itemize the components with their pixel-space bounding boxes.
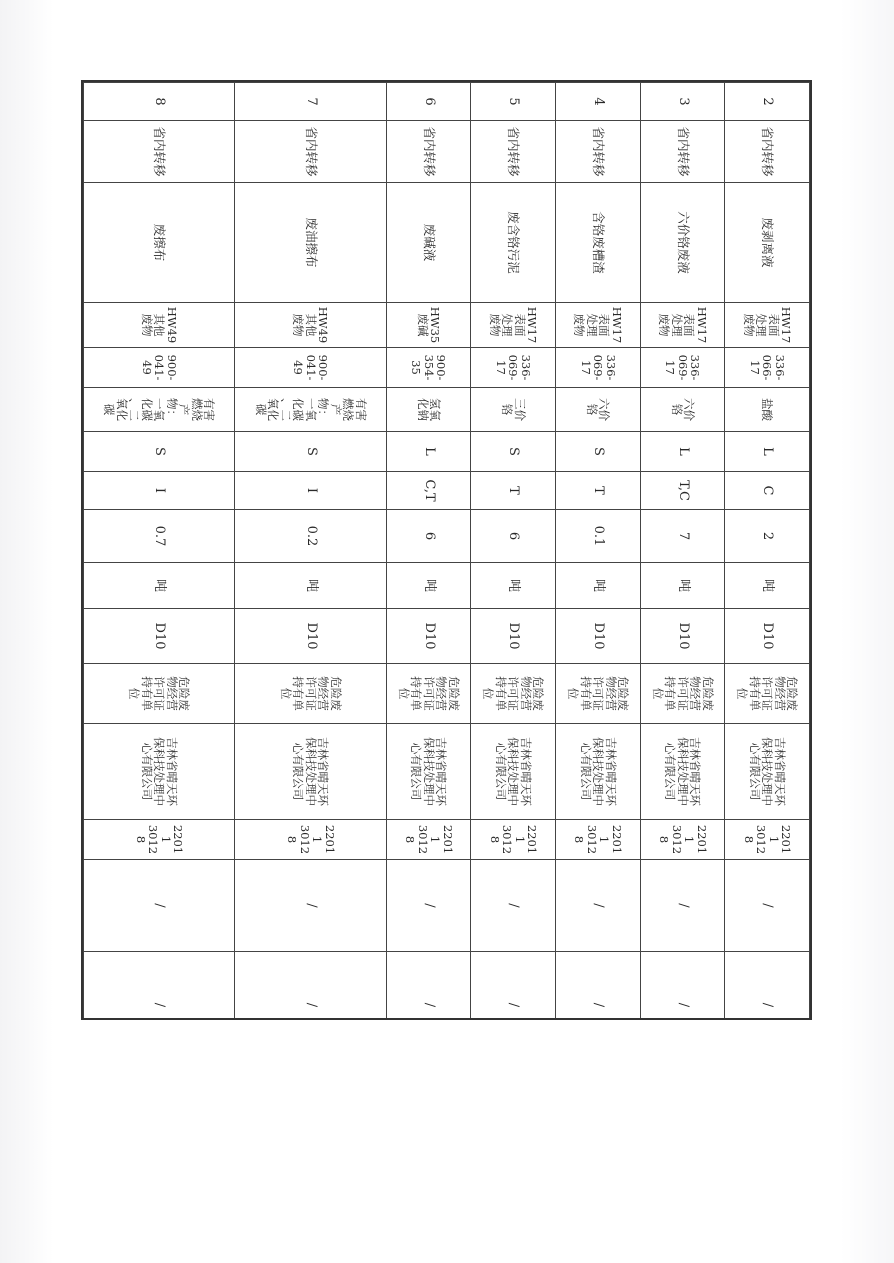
waste-category-cell: HW49 其他 废物 <box>235 303 386 348</box>
waste-name-cell: 六价铬废液 <box>640 183 725 303</box>
extra-column-a-cell: / <box>640 860 725 952</box>
hazard-component-cell: 六价 铬 <box>556 388 641 432</box>
waste-name-cell: 废碱液 <box>386 183 471 303</box>
unit-cell: 吨 <box>235 563 386 609</box>
receiver-company-cell: 吉林省晴天环 保科技处理中 心有限公司 <box>556 724 641 820</box>
transfer-type-cell: 省内转移 <box>471 121 556 183</box>
transfer-type-cell: 省内转移 <box>235 121 386 183</box>
receiver-qualification-cell: 危险废 物经营 许可证 持有单 位 <box>556 664 641 724</box>
extra-column-b-cell: / <box>471 952 556 1021</box>
disposal-method-cell: D10 <box>471 609 556 664</box>
extra-column-b-cell: / <box>556 952 641 1021</box>
receiver-qualification-cell: 危险废 物经营 许可证 持有单 位 <box>471 664 556 724</box>
receiver-company-cell: 吉林省晴天环 保科技处理中 心有限公司 <box>84 724 235 820</box>
disposal-method-cell: D10 <box>640 609 725 664</box>
amount-cell: 0.7 <box>84 510 235 563</box>
extra-column-a-cell: / <box>386 860 471 952</box>
table-row <box>84 83 235 1021</box>
amount-cell: 0.1 <box>556 510 641 563</box>
extra-column-a-cell: / <box>471 860 556 952</box>
waste-category-cell: HW17 表面 处理 废物 <box>471 303 556 348</box>
row-number: 2 <box>725 83 810 121</box>
amount-cell: 7 <box>640 510 725 563</box>
amount-cell: 6 <box>471 510 556 563</box>
rotated-table-frame <box>81 80 812 1020</box>
receiver-qualification-cell: 危险废 物经营 许可证 持有单 位 <box>640 664 725 724</box>
receiver-qualification-cell: 危险废 物经营 许可证 持有单 位 <box>235 664 386 724</box>
transfer-type-cell: 省内转移 <box>725 121 810 183</box>
waste-name-cell: 废含铬污泥 <box>471 183 556 303</box>
disposal-method-cell: D10 <box>84 609 235 664</box>
waste-category-cell: HW17 表面 处理 废物 <box>556 303 641 348</box>
transfer-type-cell: 省内转移 <box>640 121 725 183</box>
table-row <box>556 83 641 1021</box>
hazard-component-cell: 有害 燃烧 产 物： 一氧 化碳 、二 氧化 碳 <box>84 388 235 432</box>
unit-cell: 吨 <box>725 563 810 609</box>
row-number: 8 <box>84 83 235 121</box>
receiver-company-cell: 吉林省晴天环 保科技处理中 心有限公司 <box>471 724 556 820</box>
physical-form-cell: S <box>235 432 386 472</box>
waste-category-cell: HW17 表面 处理 废物 <box>640 303 725 348</box>
waste-code-cell: 336- 069- 17 <box>640 348 725 388</box>
physical-form-cell: L <box>386 432 471 472</box>
waste-code-cell: 900- 041- 49 <box>84 348 235 388</box>
extra-column-b-cell: / <box>84 952 235 1021</box>
waste-code-cell: 900- 041- 49 <box>235 348 386 388</box>
hazard-property-cell: T <box>471 472 556 510</box>
unit-cell: 吨 <box>556 563 641 609</box>
unit-cell: 吨 <box>471 563 556 609</box>
transfer-type-cell: 省内转移 <box>386 121 471 183</box>
transfer-type-cell: 省内转移 <box>556 121 641 183</box>
unit-cell: 吨 <box>84 563 235 609</box>
hazard-component-cell: 氢氧 化钠 <box>386 388 471 432</box>
license-number-cell: 22011 30128 <box>386 820 471 860</box>
receiver-qualification-cell: 危险废 物经营 许可证 持有单 位 <box>84 664 235 724</box>
row-number: 4 <box>556 83 641 121</box>
amount-cell: 6 <box>386 510 471 563</box>
hazard-property-cell: I <box>235 472 386 510</box>
hazard-component-cell: 盐酸 <box>725 388 810 432</box>
receiver-qualification-cell: 危险废 物经营 许可证 持有单 位 <box>725 664 810 724</box>
waste-code-cell: 336- 066- 17 <box>725 348 810 388</box>
unit-cell: 吨 <box>640 563 725 609</box>
waste-name-cell: 废擦布 <box>84 183 235 303</box>
table-row <box>235 83 386 1021</box>
receiver-company-cell: 吉林省晴天环 保科技处理中 心有限公司 <box>725 724 810 820</box>
physical-form-cell: S <box>84 432 235 472</box>
amount-cell: 2 <box>725 510 810 563</box>
extra-column-a-cell: / <box>556 860 641 952</box>
row-number: 7 <box>235 83 386 121</box>
waste-code-cell: 336- 069- 17 <box>556 348 641 388</box>
extra-column-a-cell: / <box>235 860 386 952</box>
extra-column-b-cell: / <box>725 952 810 1021</box>
license-number-cell: 22011 30128 <box>725 820 810 860</box>
waste-code-cell: 900- 354- 35 <box>386 348 471 388</box>
disposal-method-cell: D10 <box>235 609 386 664</box>
hazard-component-cell: 六价 铬 <box>640 388 725 432</box>
waste-name-cell: 废剥离液 <box>725 183 810 303</box>
hazard-property-cell: I <box>84 472 235 510</box>
row-number: 6 <box>386 83 471 121</box>
receiver-company-cell: 吉林省晴天环 保科技处理中 心有限公司 <box>640 724 725 820</box>
receiver-company-cell: 吉林省晴天环 保科技处理中 心有限公司 <box>235 724 386 820</box>
extra-column-a-cell: / <box>725 860 810 952</box>
license-number-cell: 22011 30128 <box>235 820 386 860</box>
unit-cell: 吨 <box>386 563 471 609</box>
physical-form-cell: S <box>471 432 556 472</box>
table-row <box>640 83 725 1021</box>
table-row <box>471 83 556 1021</box>
disposal-method-cell: D10 <box>386 609 471 664</box>
extra-column-b-cell: / <box>640 952 725 1021</box>
hazard-component-cell: 有害 燃烧 产 物： 一氧 化碳 、二 氧化 碳 <box>235 388 386 432</box>
hazard-property-cell: T,C <box>640 472 725 510</box>
row-number: 3 <box>640 83 725 121</box>
rotated-table <box>83 82 810 1018</box>
extra-column-b-cell: / <box>235 952 386 1021</box>
license-number-cell: 22011 30128 <box>556 820 641 860</box>
waste-category-cell: HW35 废碱 <box>386 303 471 348</box>
license-number-cell: 22011 30128 <box>471 820 556 860</box>
receiver-qualification-cell: 危险废 物经营 许可证 持有单 位 <box>386 664 471 724</box>
extra-column-a-cell: / <box>84 860 235 952</box>
disposal-method-cell: D10 <box>556 609 641 664</box>
hazard-component-cell: 三价 铬 <box>471 388 556 432</box>
disposal-method-cell: D10 <box>725 609 810 664</box>
waste-name-cell: 废油擦布 <box>235 183 386 303</box>
receiver-company-cell: 吉林省晴天环 保科技处理中 心有限公司 <box>386 724 471 820</box>
extra-column-b-cell: / <box>386 952 471 1021</box>
waste-name-cell: 含铬废槽渣 <box>556 183 641 303</box>
transfer-type-cell: 省内转移 <box>84 121 235 183</box>
hazard-property-cell: C,T <box>386 472 471 510</box>
waste-transfer-table <box>83 82 810 1020</box>
license-number-cell: 22011 30128 <box>84 820 235 860</box>
license-number-cell: 22011 30128 <box>640 820 725 860</box>
waste-category-cell: HW17 表面 处理 废物 <box>725 303 810 348</box>
physical-form-cell: L <box>725 432 810 472</box>
amount-cell: 0.2 <box>235 510 386 563</box>
waste-category-cell: HW49 其他 废物 <box>84 303 235 348</box>
waste-code-cell: 336- 069- 17 <box>471 348 556 388</box>
physical-form-cell: S <box>556 432 641 472</box>
row-number: 5 <box>471 83 556 121</box>
physical-form-cell: L <box>640 432 725 472</box>
hazard-property-cell: T <box>556 472 641 510</box>
table-row <box>725 83 810 1021</box>
table-row <box>386 83 471 1021</box>
hazard-property-cell: C <box>725 472 810 510</box>
